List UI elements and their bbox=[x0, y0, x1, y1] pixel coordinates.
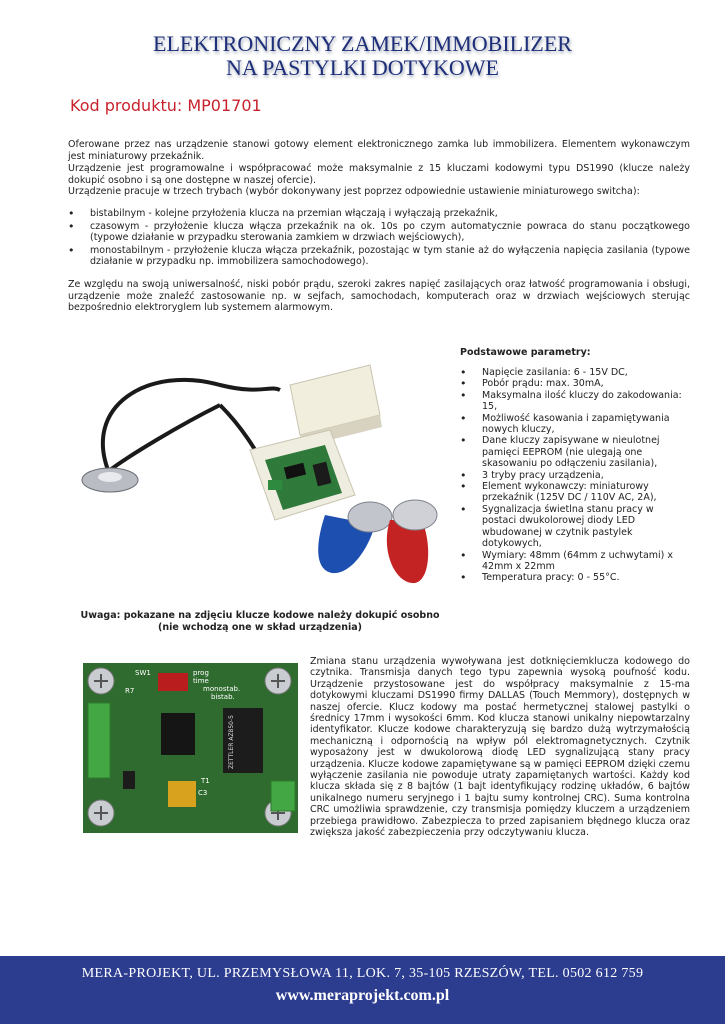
intro-paragraph-1: Oferowane przez nas urządzenie stanowi gotowy element elektronicznego zamka lub immobilizera. Elementem wykonawczym jest miniaturowy przekaźnik. bbox=[68, 139, 690, 162]
capacitor bbox=[168, 781, 196, 807]
board-label: monostab. bbox=[203, 685, 241, 693]
versatility-paragraph: Ze względu na swoją uniwersalność, niski pobór prądu, szeroki zakres napięć zasilających oraz łatwość programowania i obsługi, urządzenie może znaleźć zastosowanie np. w sejfach, samochodach, komputerach oraz w drzwiach wejściowych sterując bezpośrednio elektroryglem lub systemem alarmowym. bbox=[68, 279, 690, 313]
board-label: bistab. bbox=[211, 693, 235, 701]
list-item: • 3 tryby pracy urządzenia, bbox=[460, 470, 688, 481]
ic-chip bbox=[161, 713, 195, 755]
list-item: • czasowym - przyłożenie klucza włącza przekaźnik na ok. 10s po czym automatycznie powraca do stanu początkowego (typowe działanie w przypadku sterowania zamkiem w drzwiach wejściowych), bbox=[68, 221, 690, 244]
board-label: C3 bbox=[198, 789, 208, 797]
list-item: • Pobór prądu: max. 30mA, bbox=[460, 378, 688, 389]
footer bbox=[0, 956, 725, 1024]
list-item: • Sygnalizacja świetlna stanu pracy w postaci dwukolorowej diody LED wbudowanej w czytnik pastylek dotykowych, bbox=[460, 504, 688, 550]
intro-paragraph-3: Urządzenie pracuje w trzech trybach (wybór dokonywany jest poprzez odpowiednie ustawienie miniaturowego switcha): bbox=[68, 186, 640, 197]
product-photo bbox=[70, 345, 445, 605]
list-item: • Wymiary: 48mm (64mm z uchwytami) x 42mm x 22mm bbox=[460, 550, 688, 573]
list-item: • Napięcie zasilania: 6 - 15V DC, bbox=[460, 367, 688, 378]
list-item: • bistabilnym - kolejne przyłożenia klucza na przemian włączają i wyłączają przekaźnik, bbox=[68, 208, 690, 220]
details-paragraph: Zmiana stanu urządzenia wywoływana jest dotknięciemklucza kodowego do czytnika. Transmisja danych tego typu zapewnia wysoką poufność kodu. Urządzenie przystosowane jest do współpracy maksymalnie z 15-ma dotykowymi kluczami DS1990 firmy DALLAS (Touch Memmory), dostępnych w naszej ofercie. Klucz kodowy ma postać hermetycznej stalowej pastylki o średnicy 17mm i wysokości 6mm. Kod klucza stanowi unikalny niepowtarzalny identyfikator. Klucze kodowe charakteryzują się bardzo dużą wytrzymałością mechaniczną i odpornością na wpływ pól elektromagnetycznych. Czytnik wyposażony jest w dwukolorową diodę LED sygnalizującą stany pracy urządzenia. Klucze kodowe zapamiętywane są w pamięci EEPROM dzięki czemu wyłączenie zasilania nie powoduje utraty zapamiętanych wartości. Każdy kod klucza składa się z 8 bajtów (1 bajt identyfikujący rodzinę układów, 6 bajtów unikalnego numeru seryjnego i 1 bajtu sumy kontrolnej CRC). Suma kontrolna CRC umożliwia sprawdzenie, czy transmisja pomiędzy kluczem a urządzeniem przebiega prawidłowo. Zabezpiecza to przed zapisaniem błędnego klucza oraz zwiększa jakość zabezpieczenia przy odczytywaniu klucza. bbox=[310, 656, 690, 839]
board-label: prog bbox=[193, 669, 209, 677]
pcb-photo bbox=[83, 663, 298, 833]
list-item: • monostabilnym - przyłożenie klucza włącza przekaźnik, pozostając w tym stanie aż do wyłączenia napięcia zasilania (typowe działanie w przypadku np. immobilizera samochodowego). bbox=[68, 245, 690, 268]
intro-paragraph-2: Urządzenie jest programowalne i współpracować może maksymalnie z 15 kluczami kodowymi typu DS1990 (klucze należy dokupić osobno i są one dostępne w naszej ofercie). bbox=[68, 163, 690, 186]
terminal-block-left bbox=[88, 703, 110, 778]
photo-note: Uwaga: pokazane na zdjęciu klucze kodowe należy dokupić osobno (nie wchodzą one w skład urządzenia) bbox=[80, 610, 440, 633]
list-item: • Temperatura pracy: 0 - 55°C. bbox=[460, 572, 688, 583]
list-item: • Możliwość kasowania i zapamiętywania nowych kluczy, bbox=[460, 413, 688, 436]
relay-label: ZETTLER AZ850-5 bbox=[228, 715, 235, 769]
parameters-heading: Podstawowe parametry: bbox=[460, 347, 591, 358]
board-label: R7 bbox=[125, 687, 135, 695]
page-title-line2: NA PASTYLKI DOTYKOWE bbox=[226, 55, 499, 80]
parameters-list bbox=[460, 367, 688, 584]
list-item: • Dane kluczy zapisywane w nieulotnej pamięci EEPROM (nie ulegają one skasowaniu po odłączeniu zasilania), bbox=[460, 435, 688, 469]
terminal-block-right bbox=[271, 781, 295, 811]
board-label: SW1 bbox=[135, 669, 151, 677]
list-item: • Maksymalna ilość kluczy do zakodowania: 15, bbox=[460, 390, 688, 413]
footer-address: MERA-PROJEKT, UL. PRZEMYSŁOWA 11, LOK. 7, 35-105 RZESZÓW, TEL. 0502 612 759 bbox=[81, 966, 644, 981]
dip-switch bbox=[158, 673, 188, 691]
list-item: • Element wykonawczy: miniaturowy przekaźnik (125V DC / 110V AC, 2A), bbox=[460, 481, 688, 504]
page-title-line1: ELEKTRONICZNY ZAMEK/IMMOBILIZER bbox=[153, 31, 572, 56]
board-label: T1 bbox=[201, 777, 210, 785]
product-code: Kod produktu: MP01701 bbox=[70, 96, 262, 115]
footer-website-link[interactable]: www.meraprojekt.com.pl bbox=[275, 987, 450, 1004]
modes-list bbox=[68, 208, 690, 269]
board-label: time bbox=[193, 677, 209, 685]
